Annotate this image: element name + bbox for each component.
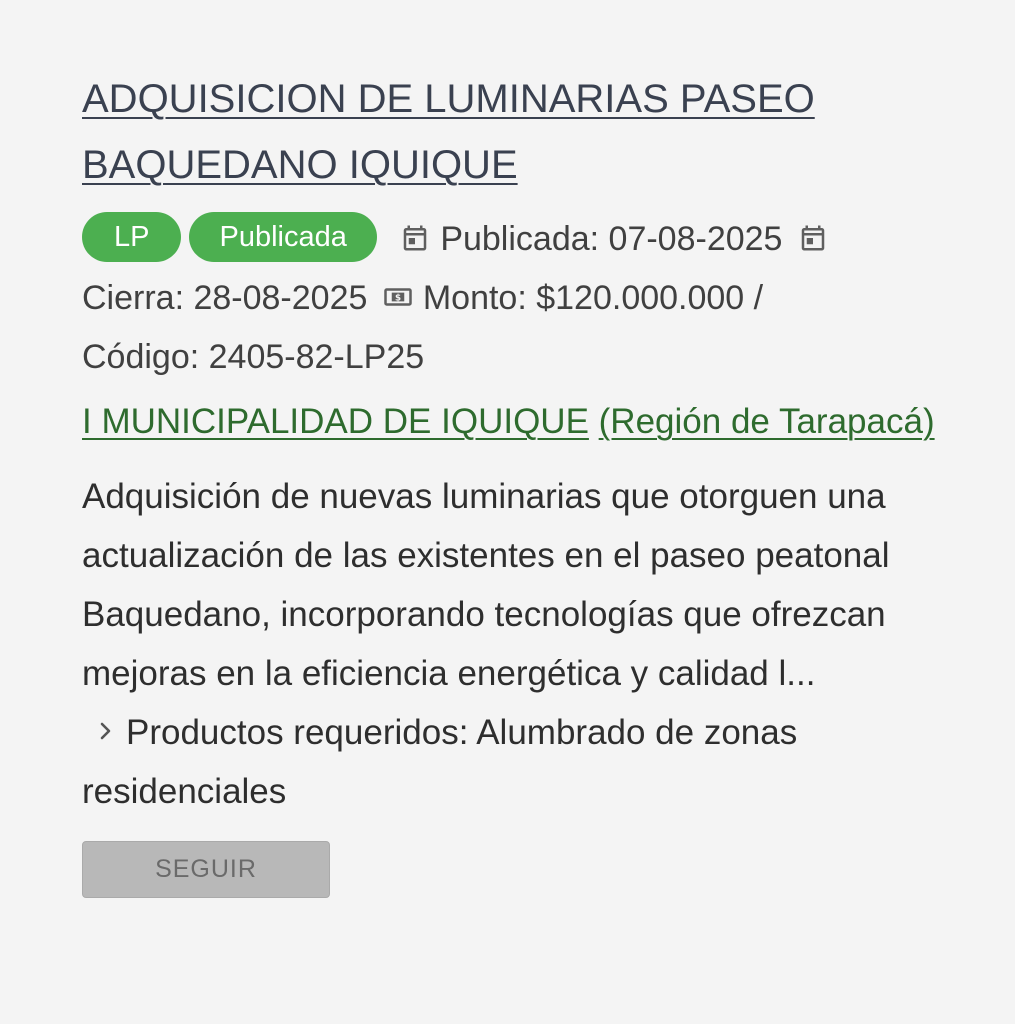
calendar-icon [400, 223, 430, 253]
type-badge: LP [82, 212, 181, 262]
tender-card [82, 66, 942, 898]
status-badge: Publicada [189, 212, 376, 262]
tender-description: Adquisición de nuevas luminarias que otorguen una actualización de las existentes en el paseo peatonal Baquedano, incorporando tecnologías que ofrezcan mejoras en la eficiencia energética y calidad l... [82, 477, 890, 693]
amount: Monto: $120.000.000 / [422, 279, 764, 317]
published-date: Publicada: 07-08-2025 [440, 220, 783, 258]
closing-date: Cierra: 28-08-2025 [82, 279, 368, 317]
money-icon [383, 282, 413, 312]
organization-line [82, 391, 942, 453]
tender-title-link[interactable]: ADQUISICION DE LUMINARIAS PASEO BAQUEDANO IQUIQUE [82, 77, 815, 187]
tender-code: Código: 2405-82-LP25 [82, 338, 425, 376]
tender-meta [82, 210, 942, 387]
products-text: Productos requeridos: Alumbrado de zonas residenciales [82, 713, 798, 811]
organization-link[interactable]: I MUNICIPALIDAD DE IQUIQUE [82, 402, 589, 441]
region-link[interactable]: (Región de Tarapacá) [598, 402, 935, 441]
follow-button[interactable]: SEGUIR [82, 841, 330, 898]
calendar-icon [798, 223, 828, 253]
chevron-right-icon [94, 716, 118, 746]
svg-text:$: $ [394, 293, 401, 304]
products-required[interactable] [82, 703, 942, 821]
